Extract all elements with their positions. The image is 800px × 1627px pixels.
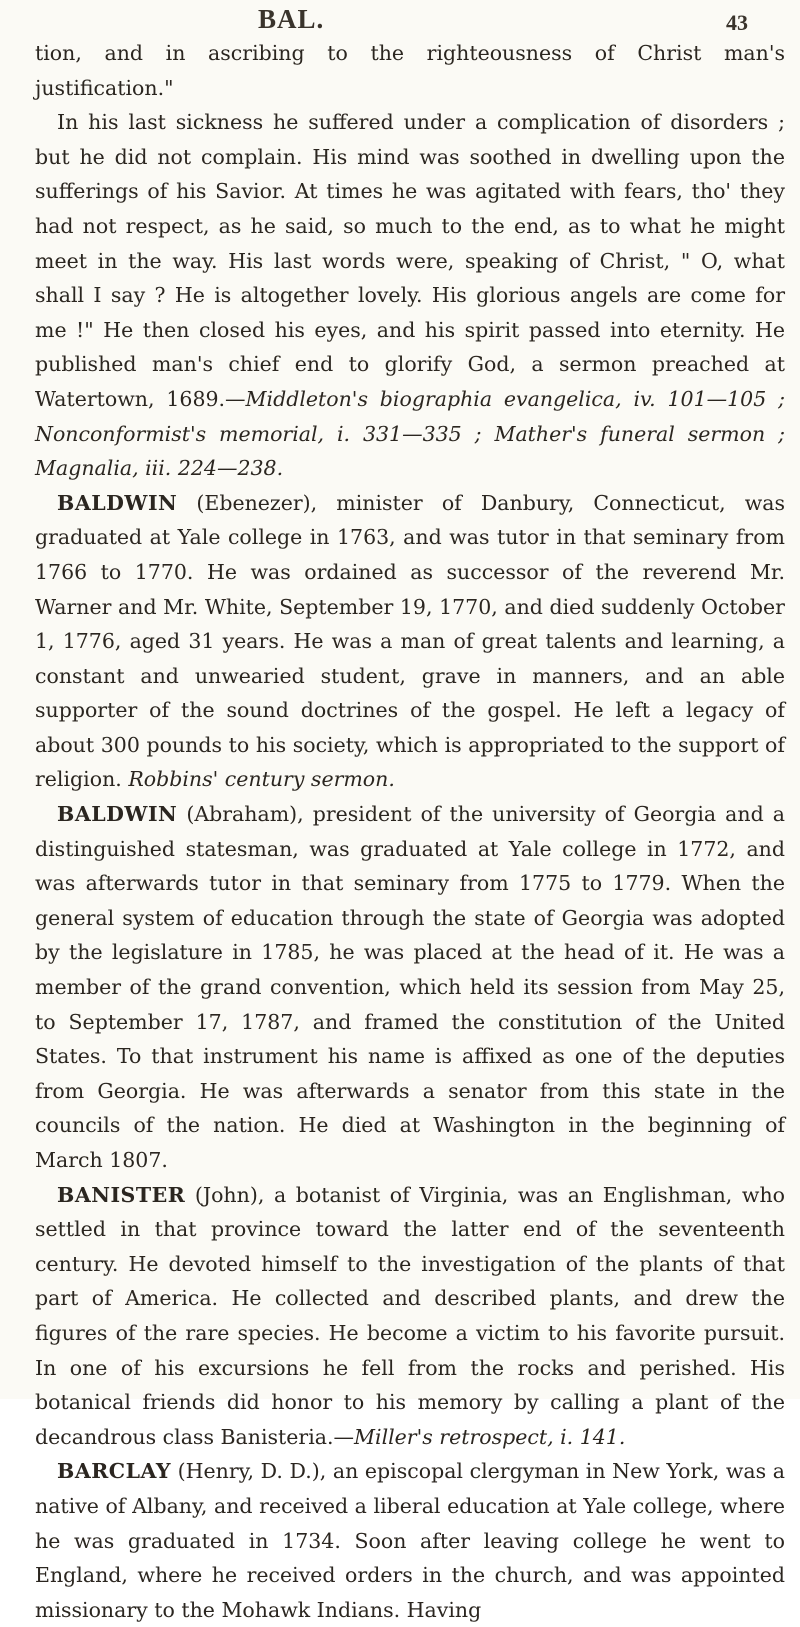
paragraph-text: In his last sickness he suffered under a complication of disorders ; but he did not complain. His mind was soothed in dwelling upon the sufferings of his Savior. At times he was agitated with fears, tho' they had not respect, as he said, so much to the end, as to what he might meet in the way. His last words were, speaking of Christ, " O, what shall I say ? He is altogether lovely. His glorious angels are come for me !" He then closed his eyes, and his spirit passed into eternity. He published man's chief end to glorify God, a sermon preached at Watertown, 1689.— xyxy=(35,110,785,411)
citation: Middleton's biographia evangelica, iv. 101—105 ; Nonconformist's memorial, i. 331—335 ; Mather's funeral sermon ; Magnalia, iii. 224—238. xyxy=(35,386,785,481)
paragraph-last-sickness xyxy=(35,105,785,486)
paragraph-continuation xyxy=(35,36,785,105)
page-body xyxy=(35,36,785,1627)
paragraph-text: tion, and in ascribing to the righteousness of Christ man's justification." xyxy=(35,41,785,100)
entry-text: (John), a botanist of Virginia, was an Englishman, who settled in that province toward the latter end of the seventeenth century. He devoted himself to the investigation of the plants of that part of America. He collected and described plants, and drew the figures of the rare species. He become a victim to his favorite pursuit. In one of his excursions he fell from the rocks and perished. His botanical friends did honor to his memory by calling a plant of the decandrous class Banisteria.— xyxy=(35,1182,785,1449)
entry-text: (Ebenezer), minister of Danbury, Connecticut, was graduated at Yale college in 1763, and was tutor in that seminary from 1766 to 1770. He was ordained as successor of the reverend Mr. Warner and Mr. White, September 19, 1770, and died suddenly October 1, 1776, aged 31 years. He was a man of great talents and learning, a constant and unwearied student, grave in manners, and an able supporter of the sound doctrines of the gospel. He left a legacy of about 300 pounds to his society, which is appropriated to the support of religion. xyxy=(35,490,785,792)
entry-baldwin-ebenezer xyxy=(35,486,785,797)
entry-name: BARCLAY xyxy=(57,1459,172,1484)
entry-text: (Abraham), president of the university of Georgia and a distinguished statesman, was graduated at Yale college in 1772, and was afterwards tutor in that seminary from 1775 to 1779. When the general system of education through the state of Georgia was adopted by the legislature in 1785, he was placed at the head of it. He was a member of the grand convention, which held its session from May 25, to September 17, 1787, and framed the constitution of the United States. To that instrument his name is affixed as one of the deputies from Georgia. He was afterwards a senator from this state in the councils of the nation. He died at Washington in the beginning of March 1807. xyxy=(35,802,785,1172)
entry-barclay-henry xyxy=(35,1454,785,1627)
citation: Robbins' century sermon. xyxy=(128,767,395,792)
entry-baldwin-abraham xyxy=(35,797,785,1178)
page-header xyxy=(0,4,800,38)
running-head: BAL. xyxy=(258,4,325,34)
citation: Miller's retrospect, i. 141. xyxy=(354,1424,626,1449)
entry-name: BALDWIN xyxy=(57,490,178,515)
entry-text: (Henry, D. D.), an episcopal clergyman in New York, was a native of Albany, and received a liberal education at Yale college, where he was graduated in 1734. Soon after leaving college he went to England, where he received orders in the church, and was appointed missionary to the Mohawk Indians. Having xyxy=(35,1459,785,1622)
page-number: 43 xyxy=(726,10,748,35)
entry-name: BALDWIN xyxy=(57,802,178,827)
entry-banister-john xyxy=(35,1178,785,1455)
entry-name: BANISTER xyxy=(57,1182,186,1207)
